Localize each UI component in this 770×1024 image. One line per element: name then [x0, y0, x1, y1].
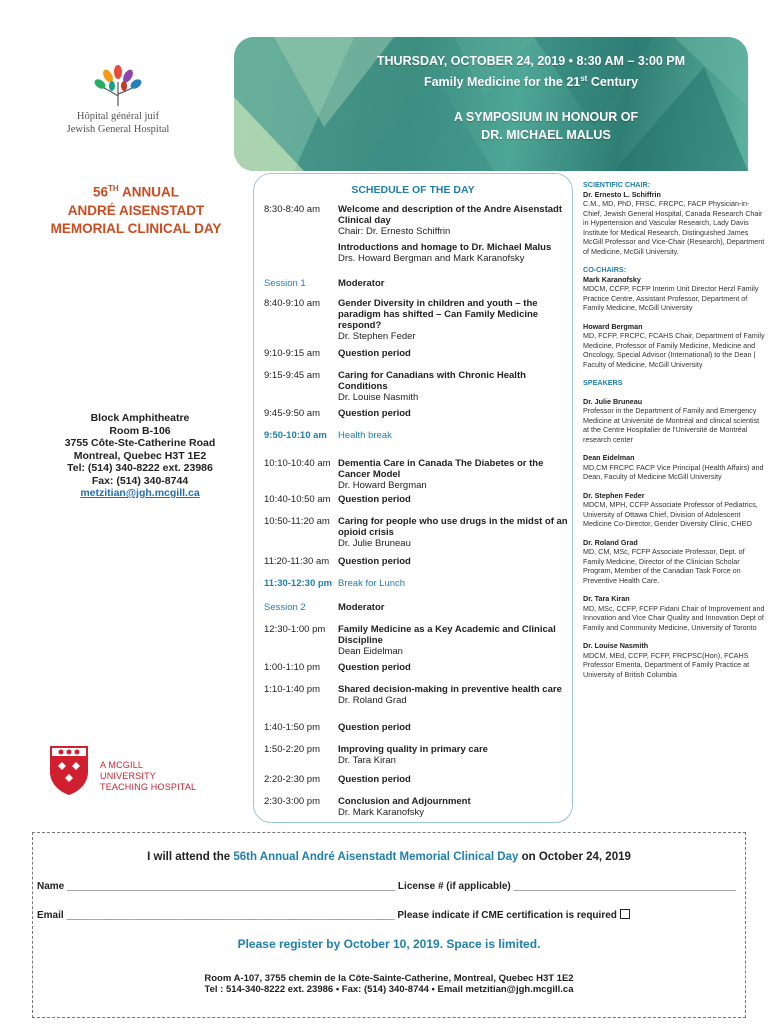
chair-desc: C.M., MD, PhD, FRSC, FRCPC, FACP Physician-in-Chief, Jewish General Hospital, Canada Research Chair in Hypertension and Vascular Research, Lady Davis Institute for Medical Research, Distinguished James McGill Professor and Vice-Chair (Research), Department of Medicine, McGill University.: [583, 199, 765, 256]
speaker-name: Dr. Julie Bruneau: [583, 396, 643, 406]
banner-date-line: THURSDAY, OCTOBER 24, 2019 • 8:30 AM – 3:00 PM: [376, 54, 686, 68]
schedule-title-text: Question period: [338, 348, 411, 359]
chair-heading: SCIENTIFIC CHAIR:: [583, 180, 651, 189]
registration-form: [32, 832, 746, 1018]
schedule-title-text: Question period: [338, 556, 411, 567]
schedule-title-text: Question period: [338, 662, 411, 673]
mcgill-line1: A MCGILL UNIVERSITY: [100, 760, 157, 781]
schedule-subtitle: Dean Eidelman: [338, 646, 403, 657]
schedule-time: 8:40-9:10 am: [264, 298, 320, 309]
contact-address: Room A-107, 3755 chemin de la Côte-Sainte-Catherine, Montreal, Quebec H3T 1E2 Tel : 514-340-8222 ext. 23986 • Fax: (514) 340-8744 • Email metzitian@jgh.mcgill.ca: [204, 973, 574, 995]
jgh-flower-icon: [88, 62, 148, 110]
hospital-name-en: Jewish General Hospital: [66, 124, 170, 135]
speaker-name: Dr. Roland Grad: [583, 537, 638, 547]
email-field[interactable]: Email ___________________________________________________________: [37, 910, 395, 921]
banner-honoree: DR. MICHAEL MALUS: [481, 128, 611, 142]
speakers-heading: SPEAKERS: [583, 378, 623, 387]
schedule-title-text: Dementia Care in Canada The Diabetes or the Cancer Model: [338, 458, 544, 480]
schedule-time: 10:40-10:50 am: [264, 494, 331, 505]
cochair2-desc: MD, FCFP, FRCPC, FCAHS Chair, Department of Family Medicine, Professor of Family Medicine, Medicine and Oncology, Special Advisor (International) to the Dean | Faculty of Medicine, McGill University: [583, 331, 765, 369]
schedule-subtitle: Dr. Mark Karanofsky: [338, 807, 425, 818]
speaker-desc: MDCM, MEd, CCFP, FCFP, FRCPSC(Hon), FCAHS Professor Emerita, Department of Family Practice at University of British Columbia: [583, 650, 750, 679]
schedule-title-text: Question period: [338, 494, 411, 505]
schedule-title-text: Question period: [338, 774, 411, 785]
schedule-title-text: Question period: [338, 408, 411, 419]
speaker-entry: [583, 538, 765, 586]
cochair2-name: Howard Bergman: [583, 321, 643, 331]
name-license-line: [37, 881, 736, 892]
schedule-title-text: Moderator: [338, 602, 385, 613]
schedule-title-text: Moderator: [338, 278, 385, 289]
name-field[interactable]: Name ___________________________________________________________: [37, 881, 396, 892]
schedule-subtitle: Dr. Tara Kiran: [338, 755, 396, 766]
cochairs-heading: CO-CHAIRS:: [583, 265, 627, 274]
schedule-time: 11:20-11:30 am: [264, 556, 330, 567]
schedule-subtitle: Dr. Stephen Feder: [338, 331, 416, 342]
speaker-entry: [583, 397, 765, 445]
schedule-title-text: Shared decision-making in preventive health care: [338, 684, 562, 695]
speaker-desc: MD, CM, MSc, FCFP Associate Professor, Dept. of Family Medicine, Director of the Clinician Scholar Program, Member of the Canadian Task Force on Preventive Health Care.: [583, 547, 745, 585]
speaker-entry: [583, 594, 765, 632]
license-field[interactable]: License # (if applicable) ________________________________________: [395, 881, 736, 892]
schedule-title-text: Caring for people who use drugs in the midst of an opioid crisis: [338, 516, 568, 538]
speaker-entry: [583, 453, 765, 482]
schedule-time: 9:45-9:50 am: [264, 408, 320, 419]
schedule-time: 11:30-12:30 pm: [264, 578, 333, 589]
chair-name: Dr. Ernesto L. Schiffrin: [583, 189, 661, 199]
speaker-desc: MDCM, MPH, CCFP Associate Professor of Pediatrics, University of Ottawa Chief, Division of Adolescent Medicine Co-Director, Gender Diversity Clinic, CHEO: [583, 500, 758, 528]
email-cme-line: [37, 909, 630, 921]
speaker-name: Dr. Stephen Feder: [583, 490, 645, 500]
schedule-time: 1:50-2:20 pm: [264, 744, 320, 755]
schedule-time: 2:20-2:30 pm: [264, 774, 320, 785]
schedule-time: 1:40-1:50 pm: [264, 722, 320, 733]
schedule-subtitle: Drs. Howard Bergman and Mark Karanofsky: [338, 253, 525, 264]
schedule-time: 9:15-9:45 am: [264, 370, 320, 381]
schedule-title-text: Welcome and description of the Andre Aisenstadt Clinical day: [338, 204, 562, 226]
mcgill-crest-icon: [48, 744, 90, 796]
schedule-title-text: Improving quality in primary care: [338, 744, 488, 755]
speaker-name: Dr. Tara Kiran: [583, 594, 630, 603]
schedule-box: [253, 173, 573, 823]
schedule-title-text: Gender Diversity in children and youth – the paradigm has shifted – Can Family Medicine respond?: [338, 298, 539, 331]
banner-honour-line: A SYMPOSIUM IN HONOUR OF: [453, 110, 639, 124]
schedule-title-text: Conclusion and Adjournment: [338, 796, 471, 807]
schedule-time: 12:30-1:00 pm: [264, 624, 326, 635]
speaker-desc: MD,CM FRCPC FACP Vice Principal (Health Affairs) and Dean, Faculty of Medicine McGill University: [583, 462, 764, 481]
speaker-name: Dean Eidelman: [583, 453, 635, 462]
hospital-name-fr: Hôpital général juif: [76, 111, 160, 122]
schedule-title-text: Introductions and homage to Dr. Michael Malus: [338, 242, 552, 253]
jgh-logo: [58, 62, 178, 136]
cochair1-desc: MDCM, CCFP, FCFP Interim Unit Director Herzl Family Practice Centre, Assistant Professor, Department of Family Medicine, McGill University: [583, 284, 759, 312]
mcgill-logo: [48, 744, 198, 796]
cochair1-name: Mark Karanofsky: [583, 274, 641, 284]
schedule-time: Session 1: [264, 278, 306, 289]
schedule-time: 2:30-3:00 pm: [264, 796, 320, 807]
speaker-entry: [583, 491, 765, 529]
schedule-subtitle: Dr. Julie Bruneau: [338, 538, 411, 549]
schedule-time: 1:10-1:40 pm: [264, 684, 320, 695]
register-deadline: Please register by October 10, 2019. Space is limited.: [237, 937, 541, 951]
schedule-time: 9:10-9:15 am: [264, 348, 320, 359]
speaker-desc: MD, MSc, CCFP, FCFP Fidani Chair of Improvement and Innovation and Vice Chair Quality and Innovation Dept of Family and Community Medicine, University of Toronto: [583, 603, 765, 632]
schedule-subtitle: Dr. Louise Nasmith: [338, 392, 419, 403]
event-title: 56TH ANNUAL ANDRÉ AISENSTADT MEMORIAL CLINICAL DAY: [50, 184, 222, 236]
schedule-time: 8:30-8:40 am: [264, 204, 320, 215]
schedule-time: 1:00-1:10 pm: [264, 662, 320, 673]
speaker-entry: [583, 641, 765, 679]
schedule-subtitle: Chair: Dr. Ernesto Schiffrin: [338, 226, 451, 237]
mcgill-line2: TEACHING HOSPITAL: [100, 782, 197, 792]
attend-statement: I will attend the 56th Annual André Aisenstadt Memorial Clinical Day on October 24, 2019: [147, 851, 631, 863]
banner-theme: Family Medicine for the 21st Century: [423, 74, 639, 90]
schedule-title-text: Health break: [338, 430, 392, 441]
schedule-subtitle: Dr. Roland Grad: [338, 695, 407, 706]
schedule-time: 10:50-11:20 am: [264, 516, 330, 527]
schedule-time: 10:10-10:40 am: [264, 458, 331, 469]
venue-info: Block Amphitheatre Room B-106 3755 Côte-Ste-Catherine Road Montreal, Quebec H3T 1E2 Tel: (514) 340-8222 ext. 23986 Fax: (514) 340-8744 metzitian@jgh.mcgill.ca: [40, 412, 240, 500]
venue-email-link[interactable]: metzitian@jgh.mcgill.ca: [80, 487, 200, 499]
speaker-desc: Professor in the Department of Family and Emergency Medicine at Université de Montréal and clinical scientist at the Centre Hospitalier de l'Université de Montréal research center: [583, 406, 760, 444]
speaker-name: Dr. Louise Nasmith: [583, 641, 649, 650]
schedule-time: Session 2: [264, 602, 306, 613]
header-banner: [234, 37, 748, 171]
schedule-title-text: Caring for Canadians with Chronic Health Conditions: [338, 370, 526, 392]
schedule-time: 9:50-10:10 am: [264, 430, 327, 441]
cme-checkbox[interactable]: [620, 909, 630, 919]
chairs-speakers-column: [583, 180, 765, 688]
schedule-title-text: Break for Lunch: [338, 578, 406, 589]
schedule-title: SCHEDULE OF THE DAY: [351, 184, 475, 196]
schedule-title-text: Question period: [338, 722, 411, 733]
schedule-subtitle: Dr. Howard Bergman: [338, 480, 427, 491]
schedule-title-text: Family Medicine as a Key Academic and Clinical Discipline: [338, 624, 556, 646]
cme-label: Please indicate if CME certification is required: [394, 910, 617, 921]
